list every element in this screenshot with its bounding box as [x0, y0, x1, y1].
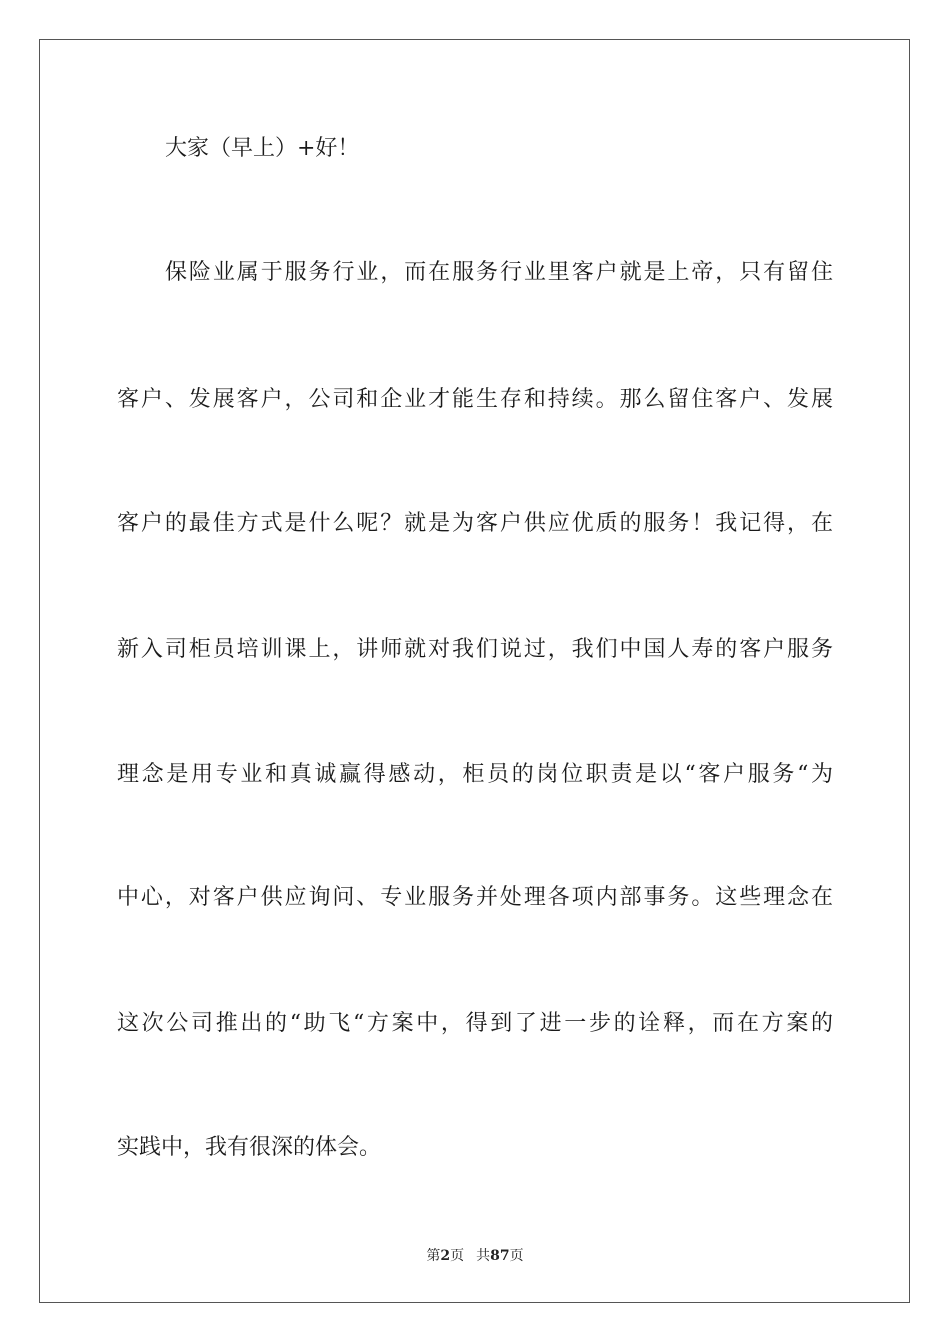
total-prefix: 共 [476, 1248, 491, 1264]
paragraph-line: 客户、发展客户，公司和企业才能生存和持续。那么留住客户、发展 [117, 387, 833, 412]
page-frame [39, 39, 910, 1303]
page-number: 2 [440, 1248, 451, 1264]
paragraph-line: 新入司柜员培训课上，讲师就对我们说过，我们中国人寿的客户服务 [117, 637, 833, 662]
page-prefix: 第 [426, 1248, 441, 1264]
paragraph-line: 保险业属于服务行业，而在服务行业里客户就是上帝，只有留住 [165, 260, 833, 285]
greeting-line: 大家（早上）+好！ [165, 136, 360, 161]
paragraph-line: 这次公司推出的“助飞“方案中，得到了进一步的诠释，而在方案的 [117, 1011, 833, 1036]
page-footer [0, 1246, 950, 1266]
paragraph-line-last: 实践中，我有很深的体会。 [117, 1135, 382, 1160]
page-suffix: 页 [450, 1248, 465, 1264]
total-pages: 87 [490, 1248, 510, 1264]
paragraph-line: 中心，对客户供应询问、专业服务并处理各项内部事务。这些理念在 [117, 885, 833, 910]
total-suffix: 页 [509, 1248, 524, 1264]
paragraph-line: 理念是用专业和真诚赢得感动，柜员的岗位职责是以“客户服务“为 [117, 762, 833, 787]
paragraph-line: 客户的最佳方式是什么呢？就是为客户供应优质的服务！我记得，在 [117, 511, 833, 536]
